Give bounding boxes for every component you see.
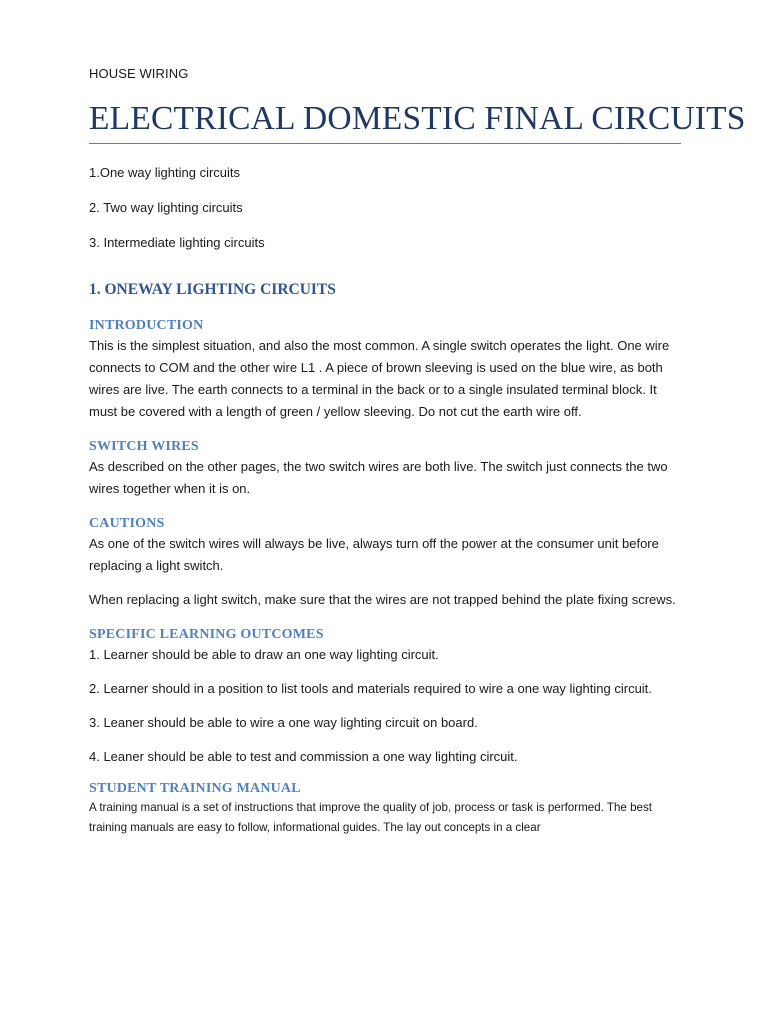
contents-item-intermediate: 3. Intermediate lighting circuits bbox=[89, 235, 265, 250]
contents-list bbox=[89, 163, 681, 253]
subheading-switch-wires: SWITCH WIRES bbox=[89, 439, 199, 454]
document-title: ELECTRICAL DOMESTIC FINAL CIRCUITS bbox=[89, 100, 746, 137]
cautions-paragraph-1: As one of the switch wires will always be live, always turn off the power at the consumer unit before replacing a light switch. bbox=[89, 536, 659, 573]
document-body bbox=[89, 163, 681, 838]
subheading-introduction: INTRODUCTION bbox=[89, 318, 204, 333]
outcome-item-3: 3. Leaner should be able to wire a one way lighting circuit on board. bbox=[89, 715, 478, 730]
contents-item-one-way: 1.One way lighting circuits bbox=[89, 165, 241, 180]
contents-item-two-way: 2. Two way lighting circuits bbox=[89, 200, 243, 215]
learning-outcomes-list bbox=[89, 644, 681, 768]
training-manual-paragraph: A training manual is a set of instructions that improve the quality of job, process or task is performed. The best training manuals are easy to follow, informational guides. The lay out concepts in a clear bbox=[89, 801, 653, 834]
section-heading-oneway: 1. ONEWAY LIGHTING CIRCUITS bbox=[89, 281, 336, 298]
subheading-learning-outcomes: SPECIFIC LEARNING OUTCOMES bbox=[89, 627, 324, 642]
header-label: HOUSE WIRING bbox=[89, 66, 189, 81]
subheading-training-manual: STUDENT TRAINING MANUAL bbox=[89, 781, 301, 796]
outcome-item-4: 4. Leaner should be able to test and commission a one way lighting circuit. bbox=[89, 749, 518, 764]
outcome-item-1: 1. Learner should be able to draw an one way lighting circuit. bbox=[89, 647, 439, 662]
outcome-item-2: 2. Learner should in a position to list tools and materials required to wire a one way lighting circuit. bbox=[89, 681, 652, 696]
introduction-paragraph: This is the simplest situation, and also the most common. A single switch operates the light. One wire connects to COM and the other wire L1 . A piece of brown sleeving is used on the blue wire, as both wires are live. The earth connects to a terminal in the back or to a single insulated terminal block. It must be covered with a length of green / yellow sleeving. Do not cut the earth wire off. bbox=[89, 338, 670, 419]
cautions-paragraph-2: When replacing a light switch, make sure that the wires are not trapped behind the plate fixing screws. bbox=[89, 592, 676, 607]
switch-wires-paragraph: As described on the other pages, the two switch wires are both live. The switch just connects the two wires together when it is on. bbox=[89, 459, 668, 496]
title-underline bbox=[89, 143, 681, 144]
subheading-cautions: CAUTIONS bbox=[89, 516, 165, 531]
